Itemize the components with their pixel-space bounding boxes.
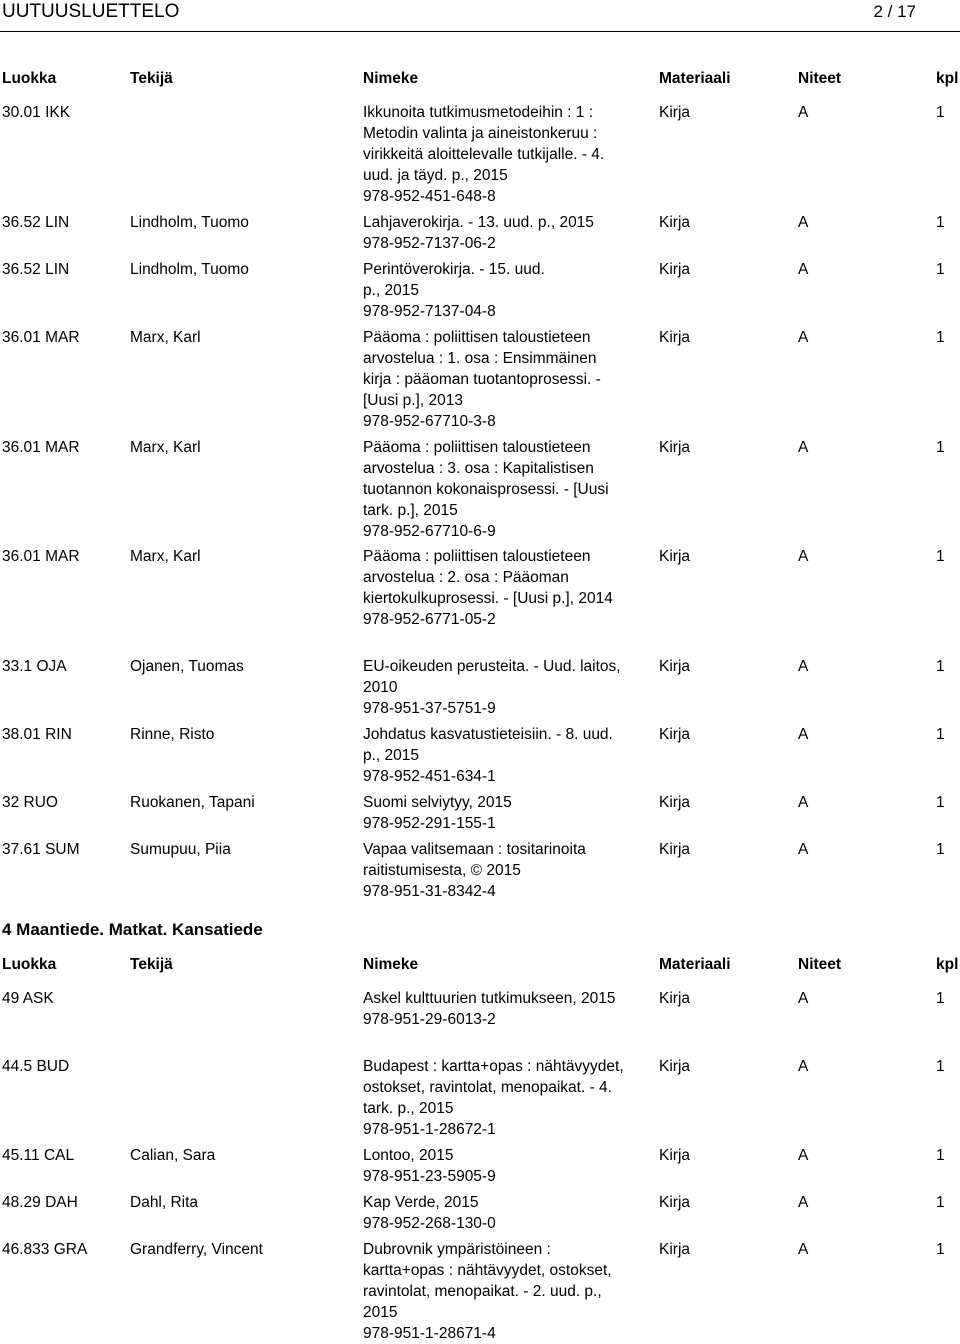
nimeke xyxy=(363,1192,625,1234)
tekija: Lindholm, Tuomo xyxy=(130,214,249,231)
tekija: Dahl, Rita xyxy=(130,1194,199,1211)
nimeke xyxy=(363,656,625,719)
luokka: 36.52 LIN xyxy=(2,261,70,278)
materiaali: Kirja xyxy=(659,1194,691,1211)
isbn: 978-952-451-634-1 xyxy=(363,768,496,785)
nimeke xyxy=(363,327,625,432)
title: Perintöverokirja. - 15. uud. p., 2015 xyxy=(363,261,545,299)
kpl: 1 xyxy=(936,439,945,456)
materiaali: Kirja xyxy=(659,548,691,565)
page-number: 2 / 17 xyxy=(873,2,916,21)
materiaali: Kirja xyxy=(659,329,691,346)
luokka: 44.5 BUD xyxy=(2,1058,70,1075)
tekija: Calian, Sara xyxy=(130,1147,216,1164)
col-header-tekija: Tekijä xyxy=(130,956,173,973)
niteet: A xyxy=(798,990,809,1007)
tekija: Rinne, Risto xyxy=(130,726,215,743)
kpl: 1 xyxy=(936,261,945,278)
niteet: A xyxy=(798,794,809,811)
isbn: 978-952-268-130-0 xyxy=(363,1215,496,1232)
kpl: 1 xyxy=(936,1241,945,1258)
col-header-nimeke: Nimeke xyxy=(363,956,419,973)
nimeke xyxy=(363,212,625,254)
col-header-kpl: kpl xyxy=(936,70,959,87)
title: Dubrovnik ympäristöineen : kartta+opas : nähtävyydet, ostokset, ravintolat, menopaikat. - 2. uud. p., 2015 xyxy=(363,1241,612,1321)
tekija: Ojanen, Tuomas xyxy=(130,658,244,675)
col-header-tekija: Tekijä xyxy=(130,70,173,87)
title: Askel kulttuurien tutkimukseen, 2015 xyxy=(363,990,616,1007)
tekija: Marx, Karl xyxy=(130,439,201,456)
materiaali: Kirja xyxy=(659,794,691,811)
title: Pääoma : poliittisen taloustieteen arvostelua : 3. osa : Kapitalistisen tuotannon kokonaisprosessi. - [Uusi tark. p.], 2015 xyxy=(363,439,609,519)
niteet: A xyxy=(798,658,809,675)
title: Vapaa valitsemaan : tositarinoita raitistumisesta, © 2015 xyxy=(363,841,586,879)
niteet: A xyxy=(798,1147,809,1164)
materiaali: Kirja xyxy=(659,439,691,456)
kpl: 1 xyxy=(936,841,945,858)
niteet: A xyxy=(798,841,809,858)
isbn: 978-952-291-155-1 xyxy=(363,815,496,832)
table-header-2 xyxy=(0,955,960,975)
materiaali: Kirja xyxy=(659,841,691,858)
materiaali: Kirja xyxy=(659,214,691,231)
luokka: 36.01 MAR xyxy=(2,329,80,346)
niteet: A xyxy=(798,1241,809,1258)
materiaali: Kirja xyxy=(659,104,691,121)
col-header-nimeke: Nimeke xyxy=(363,70,419,87)
materiaali: Kirja xyxy=(659,1241,691,1258)
niteet: A xyxy=(798,548,809,565)
isbn: 978-951-29-6013-2 xyxy=(363,1011,496,1028)
col-header-luokka: Luokka xyxy=(2,70,57,87)
col-header-materiaali: Materiaali xyxy=(659,70,731,87)
niteet: A xyxy=(798,329,809,346)
kpl: 1 xyxy=(936,104,945,121)
kpl: 1 xyxy=(936,214,945,231)
niteet: A xyxy=(798,214,809,231)
materiaali: Kirja xyxy=(659,658,691,675)
nimeke xyxy=(363,988,625,1030)
col-header-materiaali: Materiaali xyxy=(659,956,731,973)
luokka: 36.01 MAR xyxy=(2,439,80,456)
luokka: 45.11 CAL xyxy=(2,1147,75,1164)
col-header-niteet: Niteet xyxy=(798,956,842,973)
isbn: 978-952-451-648-8 xyxy=(363,188,496,205)
isbn: 978-952-7137-06-2 xyxy=(363,235,496,252)
nimeke xyxy=(363,102,625,207)
nimeke xyxy=(363,1145,625,1187)
col-header-niteet: Niteet xyxy=(798,70,842,87)
header-rule xyxy=(0,31,960,32)
isbn: 978-951-23-5905-9 xyxy=(363,1168,496,1185)
isbn: 978-952-7137-04-8 xyxy=(363,303,496,320)
col-header-luokka: Luokka xyxy=(2,956,57,973)
kpl: 1 xyxy=(936,990,945,1007)
title: Ikkunoita tutkimusmetodeihin : 1 : Metodin valinta ja aineistonkeruu : virikkeitä aloittelevalle tutkijalle. - 4. uud. ja täyd. p., 2015 xyxy=(363,104,605,184)
tekija: Marx, Karl xyxy=(130,548,201,565)
title: Budapest : kartta+opas : nähtävyydet, ostokset, ravintolat, menopaikat. - 4. tark. p., 2015 xyxy=(363,1058,624,1117)
title: Kap Verde, 2015 xyxy=(363,1194,479,1211)
isbn: 978-951-37-5751-9 xyxy=(363,700,496,717)
isbn: 978-952-67710-3-8 xyxy=(363,413,496,430)
isbn: 978-952-6771-05-2 xyxy=(363,611,496,628)
materiaali: Kirja xyxy=(659,990,691,1007)
nimeke xyxy=(363,546,625,630)
kpl: 1 xyxy=(936,658,945,675)
kpl: 1 xyxy=(936,794,945,811)
title: Lahjaverokirja. - 13. uud. p., 2015 xyxy=(363,214,594,231)
materiaali: Kirja xyxy=(659,261,691,278)
luokka: 46.833 GRA xyxy=(2,1241,88,1258)
niteet: A xyxy=(798,1194,809,1211)
nimeke xyxy=(363,1056,625,1140)
niteet: A xyxy=(798,439,809,456)
isbn: 978-951-31-8342-4 xyxy=(363,883,496,900)
nimeke xyxy=(363,792,625,834)
niteet: A xyxy=(798,726,809,743)
luokka: 30.01 IKK xyxy=(2,104,71,121)
title: Pääoma : poliittisen taloustieteen arvostelua : 1. osa : Ensimmäinen kirja : pääoman tuotantoprosessi. - [Uusi p.], 2013 xyxy=(363,329,601,409)
luokka: 33.1 OJA xyxy=(2,658,67,675)
title: EU-oikeuden perusteita. - Uud. laitos, 2010 xyxy=(363,658,621,696)
luokka: 36.52 LIN xyxy=(2,214,70,231)
isbn: 978-952-67710-6-9 xyxy=(363,523,496,540)
luokka: 48.29 DAH xyxy=(2,1194,78,1211)
materiaali: Kirja xyxy=(659,726,691,743)
section-title: 4 Maantiede. Matkat. Kansatiede xyxy=(2,920,263,939)
kpl: 1 xyxy=(936,1058,945,1075)
tekija: Sumupuu, Piia xyxy=(130,841,231,858)
luokka: 49 ASK xyxy=(2,990,54,1007)
title: Suomi selviytyy, 2015 xyxy=(363,794,512,811)
kpl: 1 xyxy=(936,1147,945,1164)
tekija: Marx, Karl xyxy=(130,329,201,346)
nimeke xyxy=(363,1239,625,1344)
col-header-kpl: kpl xyxy=(936,956,959,973)
table-header-1 xyxy=(0,69,960,89)
nimeke xyxy=(363,259,563,322)
nimeke xyxy=(363,839,625,902)
document-title: UUTUUSLUETTELO xyxy=(2,1,180,22)
page-header xyxy=(0,0,960,30)
isbn: 978-951-1-28672-1 xyxy=(363,1121,496,1138)
materiaali: Kirja xyxy=(659,1147,691,1164)
tekija: Grandferry, Vincent xyxy=(130,1241,263,1258)
kpl: 1 xyxy=(936,548,945,565)
niteet: A xyxy=(798,104,809,121)
kpl: 1 xyxy=(936,1194,945,1211)
tekija: Lindholm, Tuomo xyxy=(130,261,249,278)
kpl: 1 xyxy=(936,329,945,346)
tekija: Ruokanen, Tapani xyxy=(130,794,255,811)
luokka: 36.01 MAR xyxy=(2,548,80,565)
luokka: 38.01 RIN xyxy=(2,726,72,743)
title: Johdatus kasvatustieteisiin. - 8. uud. p., 2015 xyxy=(363,726,613,764)
kpl: 1 xyxy=(936,726,945,743)
title: Pääoma : poliittisen taloustieteen arvostelua : 2. osa : Pääoman kiertokulkuprosessi. - [Uusi p.], 2014 xyxy=(363,548,613,607)
luokka: 37.61 SUM xyxy=(2,841,80,858)
niteet: A xyxy=(798,261,809,278)
materiaali: Kirja xyxy=(659,1058,691,1075)
nimeke xyxy=(363,724,625,787)
isbn: 978-951-1-28671-4 xyxy=(363,1325,496,1342)
niteet: A xyxy=(798,1058,809,1075)
luokka: 32 RUO xyxy=(2,794,58,811)
title: Lontoo, 2015 xyxy=(363,1147,454,1164)
nimeke xyxy=(363,437,625,542)
